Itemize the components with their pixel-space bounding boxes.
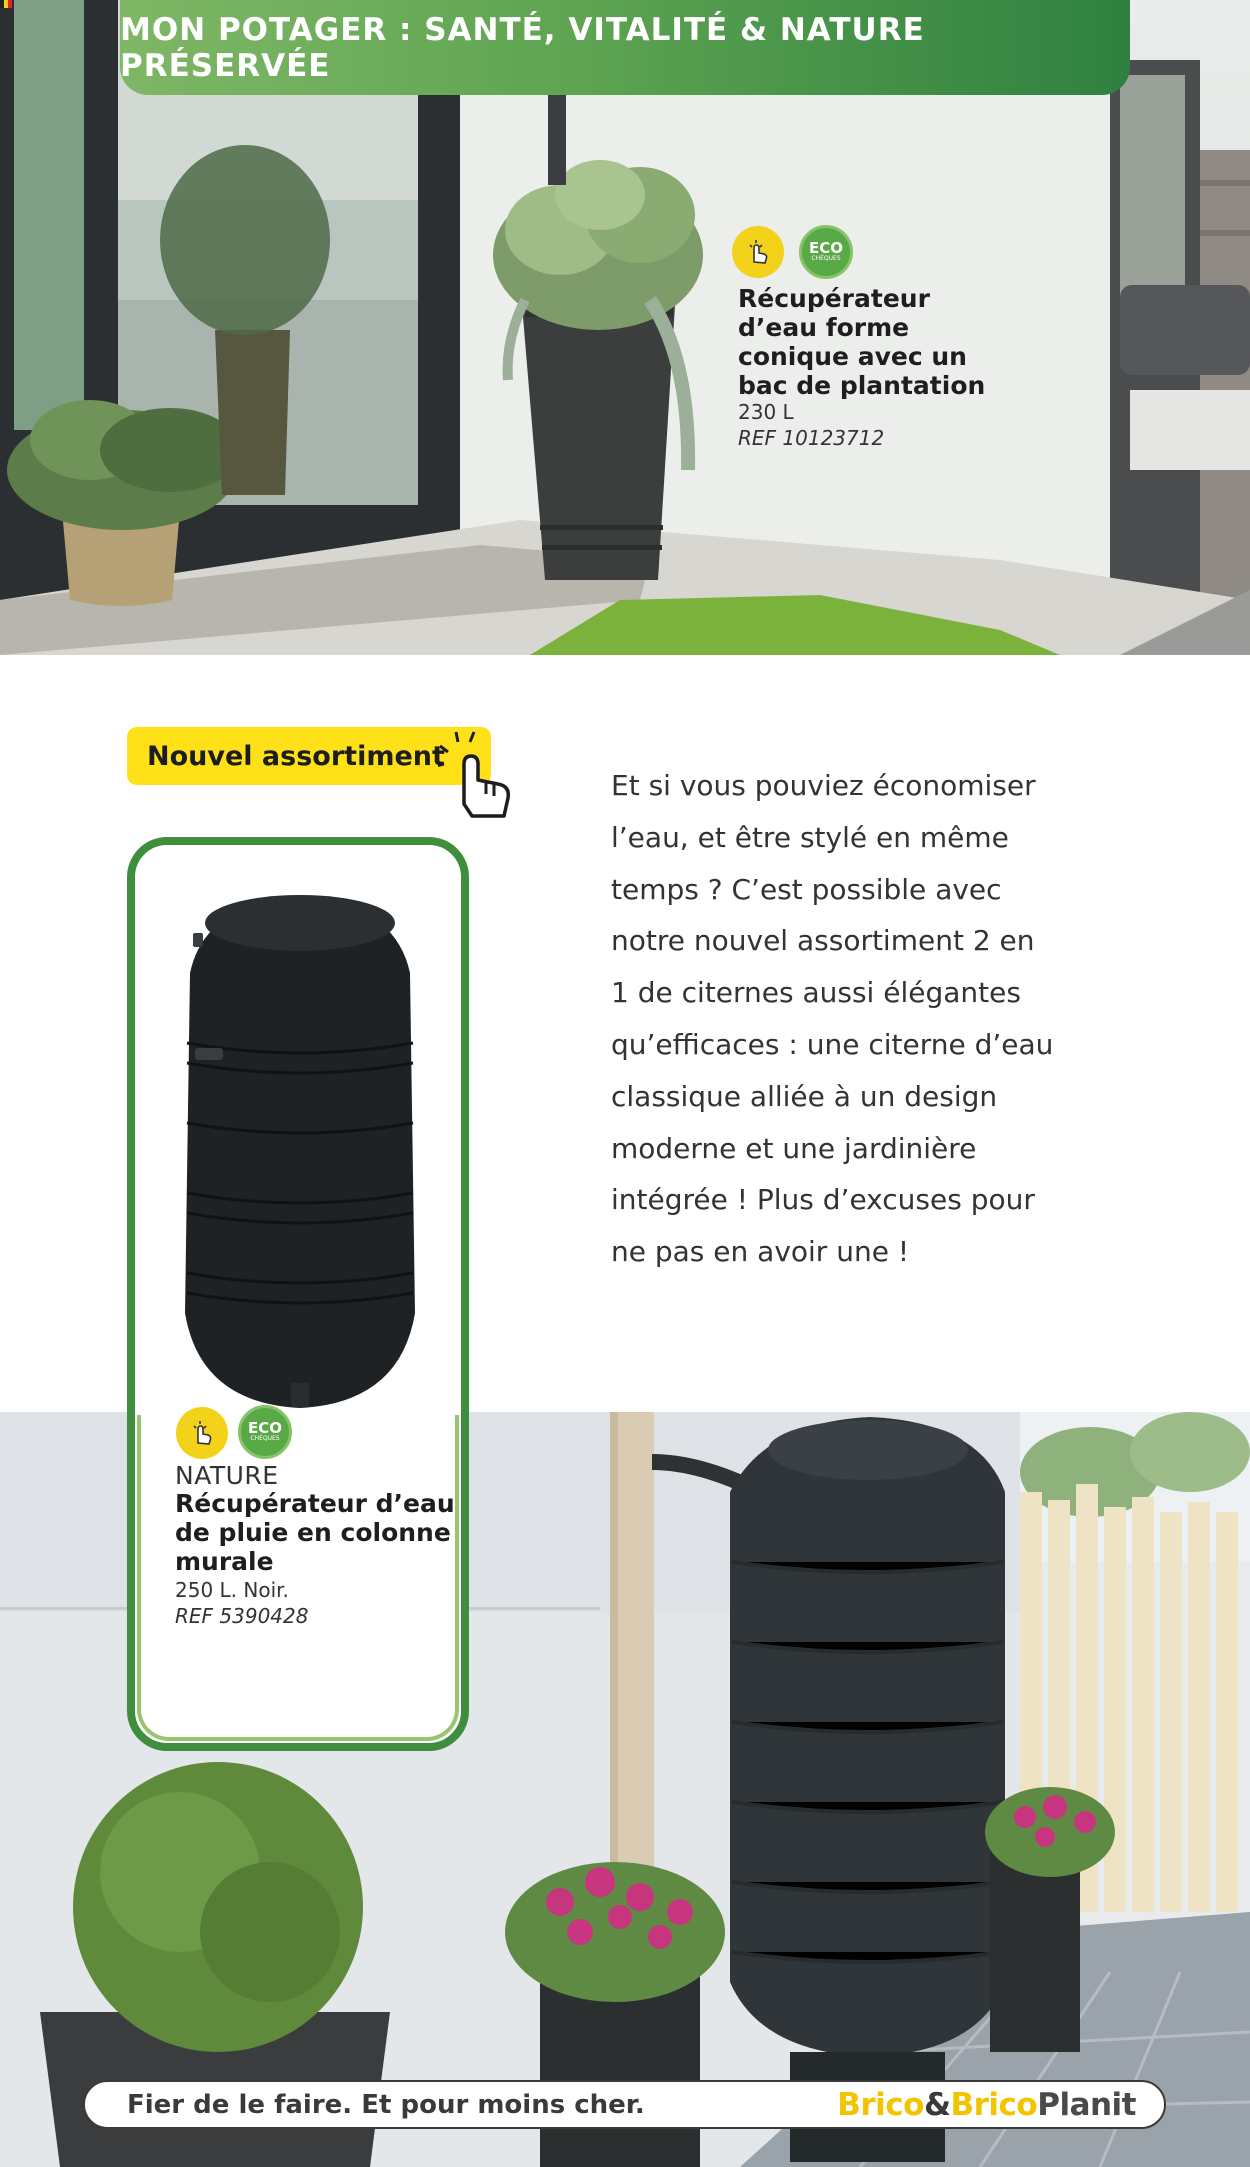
pointer-click-icon xyxy=(438,728,524,822)
hero-scene xyxy=(0,0,1250,655)
footer-bar xyxy=(83,2080,1166,2129)
promo-line: notre nouvel assortiment 2 en xyxy=(611,924,1035,958)
product-1-title-line: Récupérateur xyxy=(738,284,930,313)
new-range-tag xyxy=(127,727,491,785)
promo-line: qu’efficaces : une citerne d’eau xyxy=(611,1027,1054,1061)
promo-line: Et si vous pouviez économiser xyxy=(611,769,1036,802)
footer-slogan: Fier de le faire. Et pour moins cher. xyxy=(127,2089,645,2120)
product-2-info xyxy=(175,1462,475,1630)
product-1-capacity: 230 L xyxy=(738,400,794,424)
promo-line: temps ? C’est possible avec xyxy=(611,872,1002,906)
promo-line: intégrée ! Plus d’excuses pour xyxy=(611,1183,1035,1217)
eco-badge-label: ECO xyxy=(808,239,843,257)
brico-planit-logo: Brico&BricoPlanit xyxy=(837,2086,1136,2123)
promo-line: 1 de citernes aussi élégantes xyxy=(611,976,1021,1010)
eco-cheques-badge-icon xyxy=(238,1405,292,1459)
product-2-ref: REF 5390428 xyxy=(175,1604,309,1628)
product-1-title-line: bac de plantation xyxy=(738,371,986,400)
section-title-banner: MON POTAGER : SANTÉ, VITALITÉ & NATURE PRÉSERVÉE xyxy=(120,0,1130,95)
product-1-title-line: conique avec un xyxy=(738,342,967,371)
promo-paragraph xyxy=(611,760,1111,1278)
product-1-info xyxy=(738,284,1028,452)
product-2-title-line: de pluie en colonne xyxy=(175,1518,451,1547)
click-hand-badge-icon xyxy=(732,226,784,278)
promo-line: l’eau, et être stylé en même xyxy=(611,820,1009,854)
promo-line: moderne et une jardinière xyxy=(611,1131,977,1165)
promo-line: ne pas en avoir une ! xyxy=(611,1235,910,1269)
new-range-tag-label: Nouvel assortiment xyxy=(147,740,445,772)
product-2-title-line: murale xyxy=(175,1547,274,1576)
promo-line: classique alliée à un design xyxy=(611,1079,998,1113)
product-2-title-line: Récupérateur d’eau xyxy=(175,1489,455,1518)
eco-badge-sublabel: CHÈQUES xyxy=(811,255,841,262)
product-1-ref: REF 10123712 xyxy=(738,426,885,450)
click-hand-badge-icon xyxy=(176,1407,228,1459)
product-1-title-line: d’eau forme xyxy=(738,313,910,342)
eco-badge-sublabel: CHÈQUES xyxy=(250,1435,280,1442)
product-2-brand: NATURE xyxy=(175,1461,279,1490)
hero-photo xyxy=(0,0,1250,655)
product-2-spec: 250 L. Noir. xyxy=(175,1578,289,1602)
eco-badge-label: ECO xyxy=(247,1419,282,1437)
belgium-flag-icon xyxy=(0,0,12,8)
eco-cheques-badge-icon xyxy=(799,225,853,279)
rain-barrel-image xyxy=(175,883,425,1423)
